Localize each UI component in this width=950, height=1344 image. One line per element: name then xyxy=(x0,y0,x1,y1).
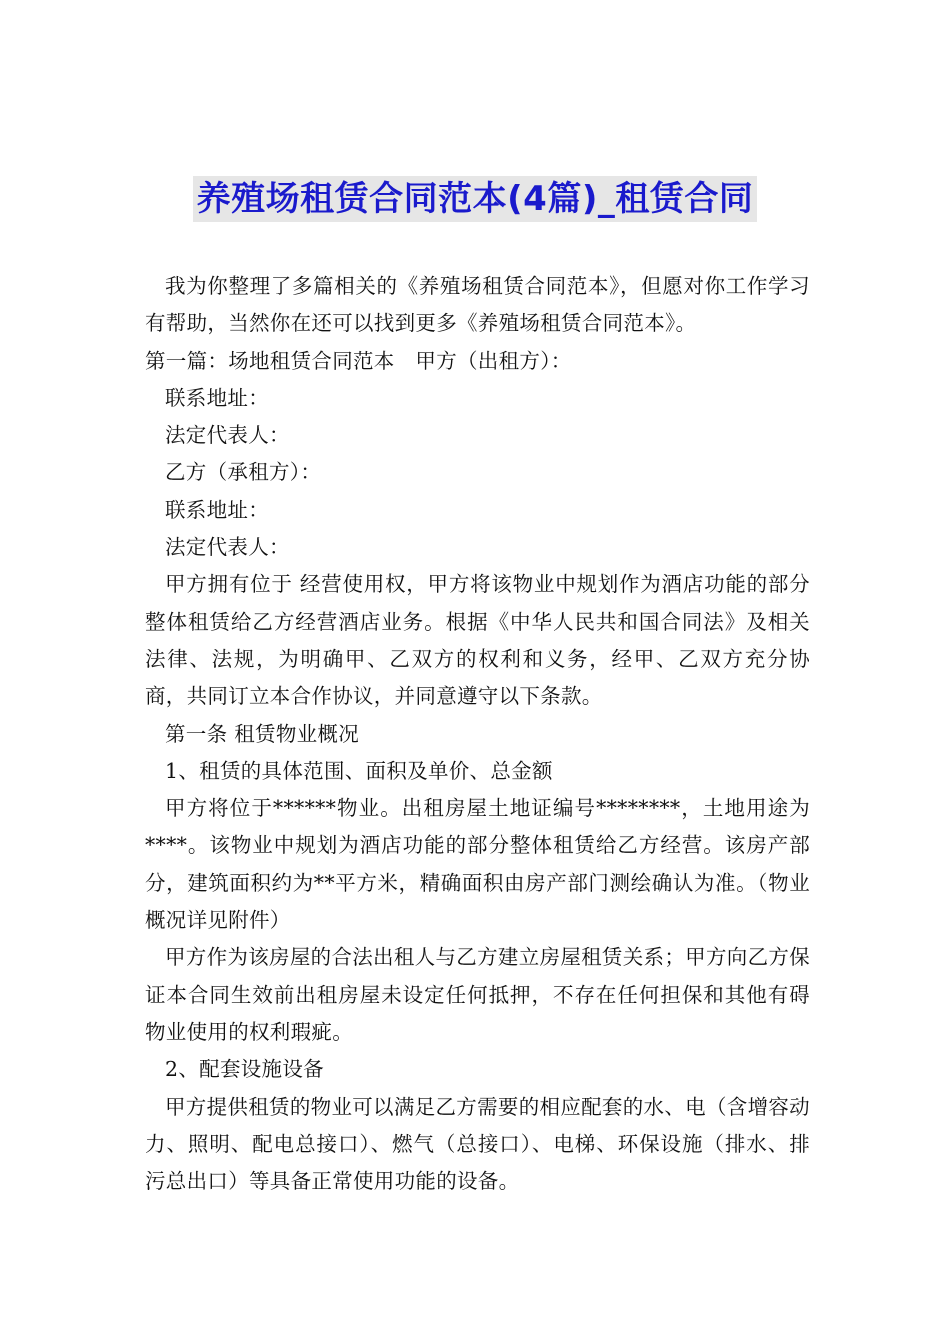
clause-1-paragraph: 甲方将位于******物业。出租房屋土地证编号********，土地用途为****。该物业中规划为酒店功能的部分整体租赁给乙方经营。该房产部分，建筑面积约为**平方米，精确面积由房产部门测绘确认为准。（物业概况详见附件） xyxy=(145,796,810,933)
document-title: 养殖场租赁合同范本(4篇)_租赁合同 xyxy=(193,176,758,222)
document-body xyxy=(145,268,810,1200)
section-heading-first: 第一篇：场地租赁合同范本 甲方（出租方）： xyxy=(145,348,572,373)
party-a-representative: 法定代表人： xyxy=(165,423,290,448)
party-a-address: 联系地址： xyxy=(165,385,269,410)
preamble-paragraph: 甲方拥有位于 经营使用权，甲方将该物业中规划作为酒店功能的部分整体租赁给乙方经营酒店业务。根据《中华人民共和国合同法》及相关法律、法规，为明确甲、乙双方的权利和义务，经甲、乙双方充分协商，共同订立本合作协议，并同意遵守以下条款。 xyxy=(145,572,810,709)
intro-paragraph: 我为你整理了多篇相关的《养殖场租赁合同范本》，但愿对你工作学习有帮助，当然你在还可以找到更多《养殖场租赁合同范本》。 xyxy=(145,274,810,336)
article-one-heading: 第一条 租赁物业概况 xyxy=(165,721,360,746)
lessor-guarantee-paragraph: 甲方作为该房屋的合法出租人与乙方建立房屋租赁关系；甲方向乙方保证本合同生效前出租房屋未设定任何抵押，不存在任何担保和其他有碍物业使用的权利瑕疵。 xyxy=(145,945,810,1044)
party-b-heading: 乙方（承租方）： xyxy=(165,460,322,485)
party-b-address: 联系地址： xyxy=(165,497,269,522)
clause-2-heading: 2、配套设施设备 xyxy=(165,1057,324,1082)
party-b-representative: 法定代表人： xyxy=(165,535,290,560)
clause-2-paragraph: 甲方提供租赁的物业可以满足乙方需要的相应配套的水、电（含增容动力、照明、配电总接口）、燃气（总接口）、电梯、环保设施（排水、排污总出口）等具备正常使用功能的设备。 xyxy=(145,1094,810,1194)
title-container xyxy=(0,176,950,222)
clause-1-heading: 1、租赁的具体范围、面积及单价、总金额 xyxy=(165,758,553,783)
